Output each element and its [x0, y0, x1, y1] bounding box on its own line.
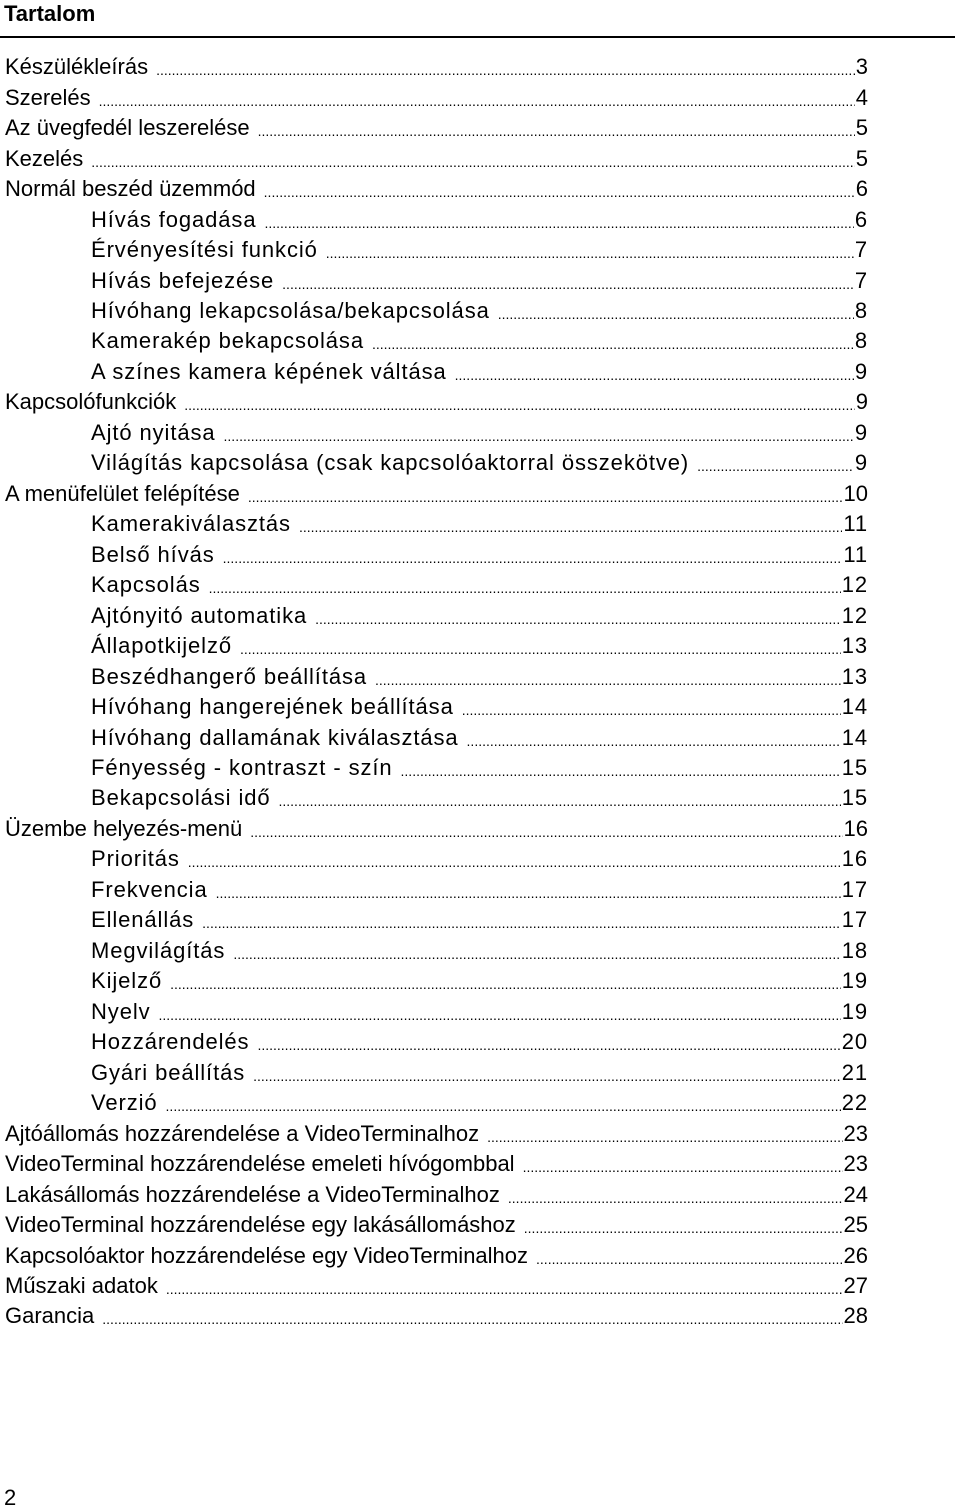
toc-entry-page: 17 [841, 907, 868, 933]
toc-entry-page: 8 [854, 297, 868, 323]
toc-entry[interactable] [0, 875, 868, 905]
toc-entry-title: Készülékleírás [5, 54, 149, 80]
toc-entry-page: 5 [855, 115, 868, 141]
toc-entry-page: 13 [841, 663, 868, 689]
toc-entry[interactable] [0, 1301, 868, 1331]
toc-entry[interactable] [0, 387, 868, 417]
toc-dot-leader [282, 267, 854, 299]
toc-entry-page: 8 [854, 328, 868, 354]
page-number: 2 [4, 1485, 17, 1510]
toc-entry-title: Kamerakiválasztás [91, 511, 291, 537]
toc-entry-title: Állapotkijelző [91, 633, 233, 659]
toc-entry-title: Ajtó nyitása [91, 419, 216, 445]
toc-dot-leader [209, 571, 841, 603]
toc-entry-page: 11 [843, 511, 868, 537]
toc-dot-leader [258, 114, 855, 146]
toc-entry[interactable] [0, 113, 868, 143]
toc-dot-leader [240, 632, 841, 664]
toc-dot-leader [202, 906, 841, 938]
toc-dot-leader [372, 327, 854, 359]
toc-entry[interactable] [0, 52, 868, 82]
toc-entry-page: 5 [855, 145, 868, 171]
toc-entry-title: A menüfelület felépítése [5, 480, 240, 506]
toc-entry[interactable] [0, 692, 868, 722]
toc-entry[interactable] [0, 905, 868, 935]
toc-dot-leader [455, 358, 854, 390]
toc-entry[interactable] [0, 418, 868, 448]
toc-entry[interactable] [0, 357, 868, 387]
toc-entry[interactable] [0, 600, 868, 630]
toc-dot-leader [498, 297, 854, 329]
toc-entry-title: Beszédhangerő beállítása [91, 663, 368, 689]
toc-entry[interactable] [0, 448, 868, 478]
toc-dot-leader [188, 845, 841, 877]
toc-entry-page: 7 [854, 237, 868, 263]
toc-entry[interactable] [0, 661, 868, 691]
toc-entry[interactable] [0, 1027, 868, 1057]
toc-dot-leader [91, 145, 854, 177]
toc-dot-leader [233, 937, 840, 969]
toc-entry-title: Érvényesítési funkció [91, 237, 318, 263]
toc-entry-page: 26 [843, 1242, 868, 1268]
toc-entry-page: 19 [841, 998, 868, 1024]
toc-entry-page: 15 [841, 755, 868, 781]
toc-entry-page: 27 [843, 1272, 868, 1298]
toc-entry[interactable] [0, 296, 868, 326]
toc-entry-title: Garancia [5, 1303, 95, 1329]
toc-dot-leader [250, 815, 842, 847]
toc-entry-title: Nyelv [91, 998, 151, 1024]
toc-dot-leader [467, 724, 841, 756]
toc-entry-page: 19 [841, 968, 868, 994]
toc-dot-leader [170, 967, 841, 999]
toc-dot-leader [216, 876, 841, 908]
toc-dot-leader [102, 1302, 842, 1334]
toc-dot-leader [156, 53, 855, 85]
toc-dot-leader [166, 1272, 843, 1304]
toc-dot-leader [401, 754, 841, 786]
toc-entry-page: 21 [841, 1059, 868, 1085]
toc-entry-page: 24 [843, 1181, 868, 1207]
toc-entry-page: 23 [843, 1151, 868, 1177]
toc-entry[interactable] [0, 204, 868, 234]
toc-entry-title: Kapcsolófunkciók [5, 389, 177, 415]
toc-dot-leader [223, 541, 843, 573]
toc-entry-title: Kapcsolóaktor hozzárendelése egy VideoTerminalhoz [5, 1242, 529, 1268]
toc-entry[interactable] [0, 966, 868, 996]
toc-entry-title: VideoTerminal hozzárendelése emeleti hívógombbal [5, 1151, 515, 1177]
toc-entry-title: Verzió [91, 1090, 158, 1116]
page-header [0, 0, 955, 38]
toc-entry-title: Kapcsolás [91, 572, 201, 598]
toc-entry-page: 9 [855, 389, 868, 415]
toc-entry-title: Ajtóállomás hozzárendelése a VideoTerminalhoz [5, 1120, 480, 1146]
toc-entry-page: 10 [843, 480, 868, 506]
toc-dot-leader [523, 1150, 843, 1182]
toc-dot-leader [279, 784, 841, 816]
toc-entry-page: 9 [854, 419, 868, 445]
page-title: Tartalom [4, 1, 96, 26]
toc-entry[interactable] [0, 936, 868, 966]
toc-entry-title: Lakásállomás hozzárendelése a VideoTerminalhoz [5, 1181, 500, 1207]
toc-entry-page: 6 [855, 176, 868, 202]
toc-entry-page: 14 [841, 724, 868, 750]
toc-entry[interactable] [0, 265, 868, 295]
toc-entry[interactable] [0, 235, 868, 265]
toc-entry-title: Normál beszéd üzemmód [5, 176, 256, 202]
toc-entry-title: VideoTerminal hozzárendelése egy lakásállomáshoz [5, 1212, 516, 1238]
toc-entry-page: 4 [855, 84, 868, 110]
toc-dot-leader [99, 84, 855, 116]
toc-entry-page: 22 [841, 1090, 868, 1116]
toc-dot-leader [536, 1242, 842, 1274]
toc-entry[interactable] [0, 570, 868, 600]
toc-entry[interactable] [0, 143, 868, 173]
toc-entry-title: Hívás fogadása [91, 206, 257, 232]
toc-entry-page: 12 [841, 602, 868, 628]
toc-dot-leader [375, 663, 841, 695]
toc-entry[interactable] [0, 1149, 868, 1179]
toc-entry[interactable] [0, 844, 868, 874]
toc-entry-title: Prioritás [91, 846, 180, 872]
toc-entry-page: 15 [841, 785, 868, 811]
toc-entry-page: 18 [841, 937, 868, 963]
toc-dot-leader [184, 388, 855, 420]
toc-entry[interactable] [0, 1057, 868, 1087]
toc-entry-title: Hívóhang hangerejének beállítása [91, 694, 454, 720]
toc-entry-title: Hívóhang lekapcsolása/bekapcsolása [91, 297, 490, 323]
toc-entry-title: Belső hívás [91, 541, 215, 567]
toc-dot-leader [166, 1089, 841, 1121]
toc-entry[interactable] [0, 82, 868, 112]
toc-dot-leader [257, 1028, 840, 1060]
toc-entry-title: Hozzárendelés [91, 1029, 250, 1055]
toc-entry-title: Hívás befejezése [91, 267, 275, 293]
toc-entry[interactable] [0, 540, 868, 570]
toc-entry[interactable] [0, 997, 868, 1027]
toc-entry-page: 12 [841, 572, 868, 598]
toc-entry-title: Kezelés [5, 145, 84, 171]
toc-entry-page: 11 [843, 541, 868, 567]
toc-dot-leader [326, 236, 854, 268]
toc-entry-page: 13 [841, 633, 868, 659]
toc-dot-leader [248, 480, 843, 512]
toc-entry[interactable] [0, 753, 868, 783]
toc-dot-leader [487, 1120, 842, 1152]
toc-entry-page: 9 [854, 358, 868, 384]
toc-entry-title: Ellenállás [91, 907, 195, 933]
toc-entry-title: Ajtónyitó automatika [91, 602, 308, 628]
toc-entry[interactable] [0, 1210, 868, 1240]
toc-dot-leader [697, 449, 854, 481]
toc-entry[interactable] [0, 326, 868, 356]
toc-entry-title: Megvilágítás [91, 937, 226, 963]
toc-entry[interactable] [0, 1118, 868, 1148]
toc-dot-leader [508, 1181, 843, 1213]
toc-entry-title: Frekvencia [91, 876, 208, 902]
toc-entry-page: 14 [841, 694, 868, 720]
toc-entry-page: 9 [854, 450, 868, 476]
toc-entry-title: Üzembe helyezés-menü [5, 815, 243, 841]
toc-entry-page: 7 [854, 267, 868, 293]
toc-entry[interactable] [0, 1240, 868, 1270]
toc-entry-page: 25 [843, 1212, 868, 1238]
toc-dot-leader [253, 1059, 841, 1091]
toc-entry-title: Kamerakép bekapcsolása [91, 328, 364, 354]
toc-dot-leader [159, 998, 841, 1030]
toc-entry-title: Bekapcsolási idő [91, 785, 271, 811]
toc-entry[interactable] [0, 722, 868, 752]
toc-entry-page: 17 [841, 876, 868, 902]
toc-entry-title: Világítás kapcsolása (csak kapcsolóaktorral összekötve) [91, 450, 690, 476]
toc-dot-leader [264, 175, 855, 207]
toc-entry[interactable] [0, 1088, 868, 1118]
toc-entry[interactable] [0, 1271, 868, 1301]
toc-entry[interactable] [0, 631, 868, 661]
toc-entry-title: Gyári beállítás [91, 1059, 246, 1085]
toc-dot-leader [299, 510, 842, 542]
toc-dot-leader [315, 602, 841, 634]
toc-entry-page: 20 [841, 1029, 868, 1055]
toc-entry-title: Kijelző [91, 968, 163, 994]
toc-entry-title: Hívóhang dallamának kiválasztása [91, 724, 459, 750]
toc-dot-leader [224, 419, 854, 451]
toc-dot-leader [462, 693, 841, 725]
toc-dot-leader [264, 206, 853, 238]
toc-entry-page: 23 [843, 1120, 868, 1146]
toc-entry-page: 16 [843, 815, 868, 841]
toc-entry-page: 16 [841, 846, 868, 872]
toc-entry[interactable] [0, 814, 868, 844]
toc-entry[interactable] [0, 783, 868, 813]
toc-entry-title: Az üvegfedél leszerelése [5, 115, 250, 141]
toc-entry-title: A színes kamera képének váltása [91, 358, 447, 384]
toc-entry[interactable] [0, 174, 868, 204]
toc-entry[interactable] [0, 1179, 868, 1209]
toc-entry-title: Műszaki adatok [5, 1272, 158, 1298]
toc-dot-leader [524, 1211, 843, 1243]
toc-entry[interactable] [0, 479, 868, 509]
table-of-contents [0, 52, 960, 1332]
toc-entry-title: Szerelés [5, 84, 91, 110]
toc-entry-title: Fényesség - kontraszt - szín [91, 755, 393, 781]
toc-entry-page: 6 [854, 206, 868, 232]
toc-entry-page: 3 [855, 54, 868, 80]
toc-entry[interactable] [0, 509, 868, 539]
toc-entry-page: 28 [843, 1303, 868, 1329]
